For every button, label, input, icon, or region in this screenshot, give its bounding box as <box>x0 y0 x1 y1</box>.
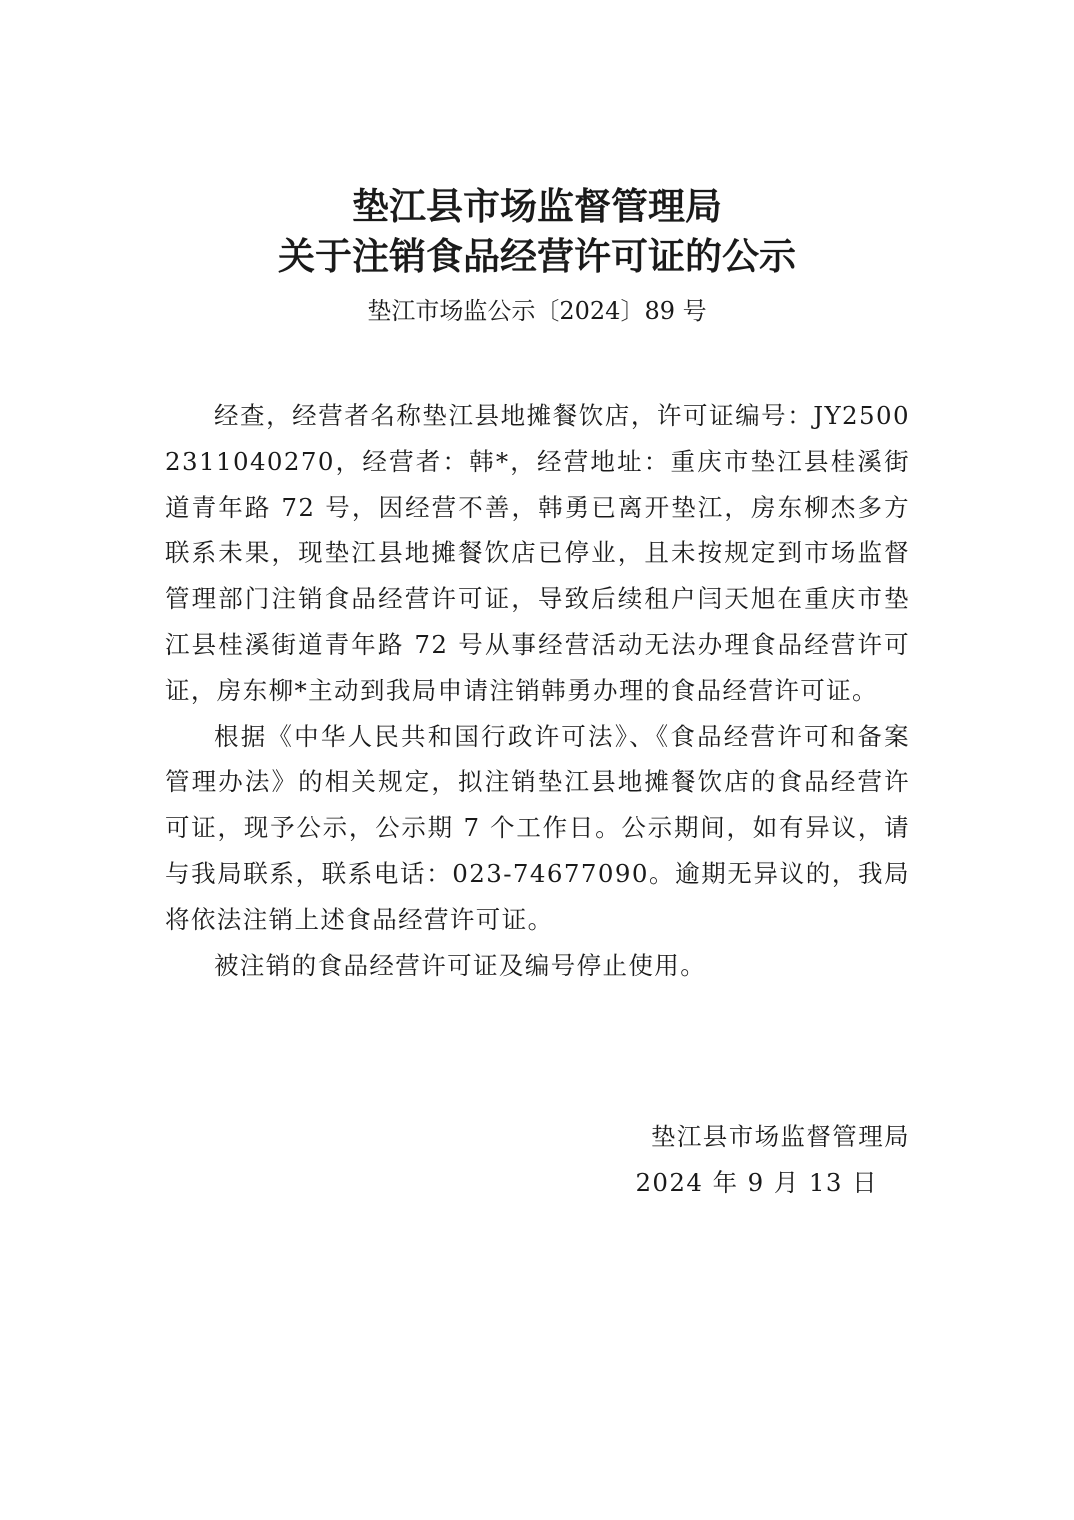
paragraph-investigation: 经查，经营者名称垫江县地摊餐饮店，许可证编号：JY25002311040270，经营者：韩*，经营地址：重庆市垫江县桂溪街道青年路 72 号，因经营不善，韩勇已离开垫江，房东柳杰多方联系未果，现垫江县地摊餐饮店已停业，且未按规定到市场监督管理部门注销食品经营许可证，导致后续租户闫天旭在重庆市垫江县桂溪街道青年路 72 号从事经营活动无法办理食品经营许可证，房东柳*主动到我局申请注销韩勇办理的食品经营许可证。 <box>165 401 910 705</box>
paragraph-legal-basis: 根据《中华人民共和国行政许可法》、《食品经营许可和备案管理办法》的相关规定，拟注销垫江县地摊餐饮店的食品经营许可证，现予公示，公示期 7 个工作日。公示期间，如有异议，请与我局联系，联系电话：023-74677090。逾期无异议的，我局将依法注销上述食品经营许可证。 <box>165 721 910 934</box>
paragraph-cancellation-note: 被注销的食品经营许可证及编号停止使用。 <box>214 950 707 980</box>
signature-block <box>635 1114 910 1206</box>
signature-date: 2024 年 9 月 13 日 <box>635 1168 878 1197</box>
document-body <box>165 393 910 988</box>
document-title <box>0 182 1074 282</box>
document-number: 垫江市场监公示〔2024〕89 号 <box>367 297 707 325</box>
title-line-2: 关于注销食品经营许可证的公示 <box>278 235 796 278</box>
title-line-1: 垫江县市场监督管理局 <box>352 185 722 228</box>
signature-organization: 垫江县市场监督管理局 <box>651 1122 910 1151</box>
